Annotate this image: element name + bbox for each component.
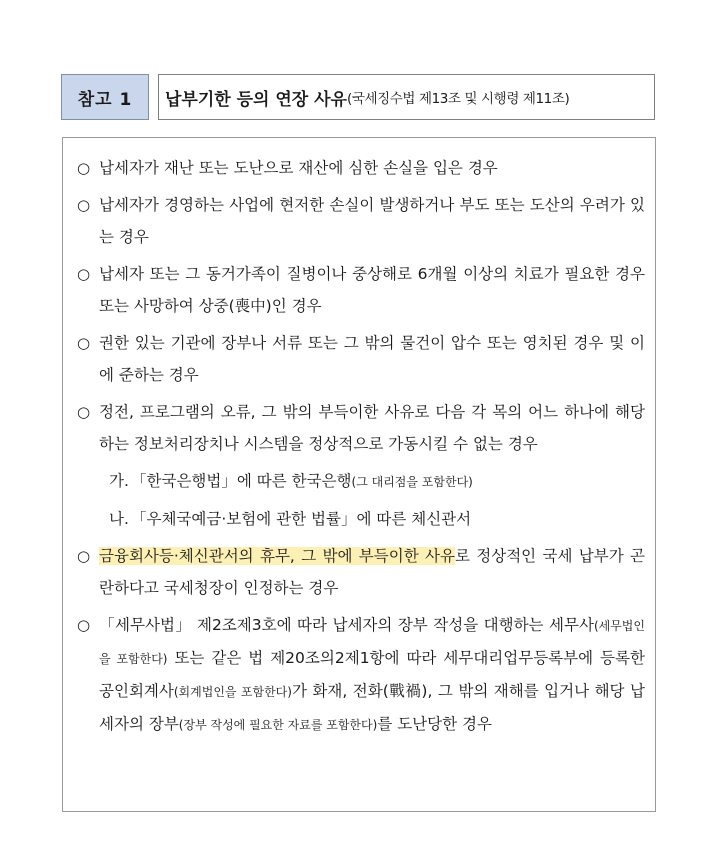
circle-bullet-icon: ○: [77, 265, 91, 283]
list-item: [77, 540, 645, 604]
item-text-part: 또는 같은 법 제20조의2제1항에 따라 세무대리업무등록부에 등록한 공인회계사: [99, 649, 645, 700]
section-title: [158, 74, 655, 120]
item-text-part: 가 화재, 전화(戰禍), 그 밖의 재해를 입거나 해당 납세자의 장부: [99, 682, 645, 733]
list-item: [77, 189, 645, 253]
sub-item-marker: 나.: [109, 510, 129, 528]
sub-item-note: (그 대리점을 포함한다): [351, 475, 473, 489]
item-text-part: 를 도난당한 경우: [377, 715, 492, 733]
item-text-rest: 로 정상적인 국세 납부가 곤란하다고 국세청장이 인정하는 경우: [99, 547, 645, 597]
circle-bullet-icon: ○: [77, 334, 91, 352]
item-text: 납세자 또는 그 동거가족이 질병이나 중상해로 6개월 이상의 치료가 필요한 경우 또는 사망하여 상중(喪中)인 경우: [99, 265, 645, 315]
circle-bullet-icon: ○: [77, 196, 91, 214]
sub-item: [77, 503, 645, 535]
list-item: [77, 327, 645, 391]
list-item: [77, 609, 645, 741]
sub-item-marker: 가.: [109, 472, 129, 490]
list-item: [77, 396, 645, 460]
law-reference: (국세징수법 제13조 및 시행령 제11조): [346, 91, 570, 107]
item-note: (세무법인을 포함한다): [99, 619, 645, 666]
highlighted-text: 금융회사등·체신관서의 휴무, 그 밖에 부득이한 사유: [99, 547, 455, 565]
item-text: [99, 609, 645, 741]
item-text-part: 「세무사법」 제2조제3호에 따라 납세자의 장부 작성을 대행하는 세무사: [99, 616, 594, 634]
item-text: 권한 있는 기관에 장부나 서류 또는 그 밖의 물건이 압수 또는 영치된 경우 및 이에 준하는 경우: [99, 334, 645, 384]
title-text: 납부기한 등의 연장 사유: [165, 89, 347, 110]
circle-bullet-icon: ○: [77, 547, 91, 565]
sub-item-main: 「우체국예금·보험에 관한 법률」에 따른 체신관서: [131, 510, 472, 528]
list-item: [77, 258, 645, 322]
item-note: (장부 작성에 필요한 자료를 포함한다): [178, 718, 378, 732]
list-item: [77, 152, 645, 184]
item-text: 정전, 프로그램의 오류, 그 밖의 부득이한 사유로 다음 각 목의 어느 하나에 해당하는 정보처리장치나 시스템을 정상적으로 가동시킬 수 없는 경우: [99, 403, 645, 453]
circle-bullet-icon: ○: [77, 616, 91, 634]
item-note: (회계법인을 포함한다): [173, 685, 292, 699]
header: [61, 74, 655, 122]
item-text: [99, 540, 645, 604]
sub-item: [77, 465, 645, 498]
circle-bullet-icon: ○: [77, 159, 91, 177]
content-box: [62, 137, 656, 812]
reference-tag: 참고 1: [61, 74, 149, 120]
sub-item-main: 「한국은행법」에 따른 한국은행: [131, 472, 352, 490]
item-text: 납세자가 재난 또는 도난으로 재산에 심한 손실을 입은 경우: [99, 159, 498, 177]
sub-item-text: [131, 465, 473, 498]
circle-bullet-icon: ○: [77, 403, 91, 421]
item-text: 납세자가 경영하는 사업에 현저한 손실이 발생하거나 부도 또는 도산의 우려가 있는 경우: [99, 196, 645, 246]
